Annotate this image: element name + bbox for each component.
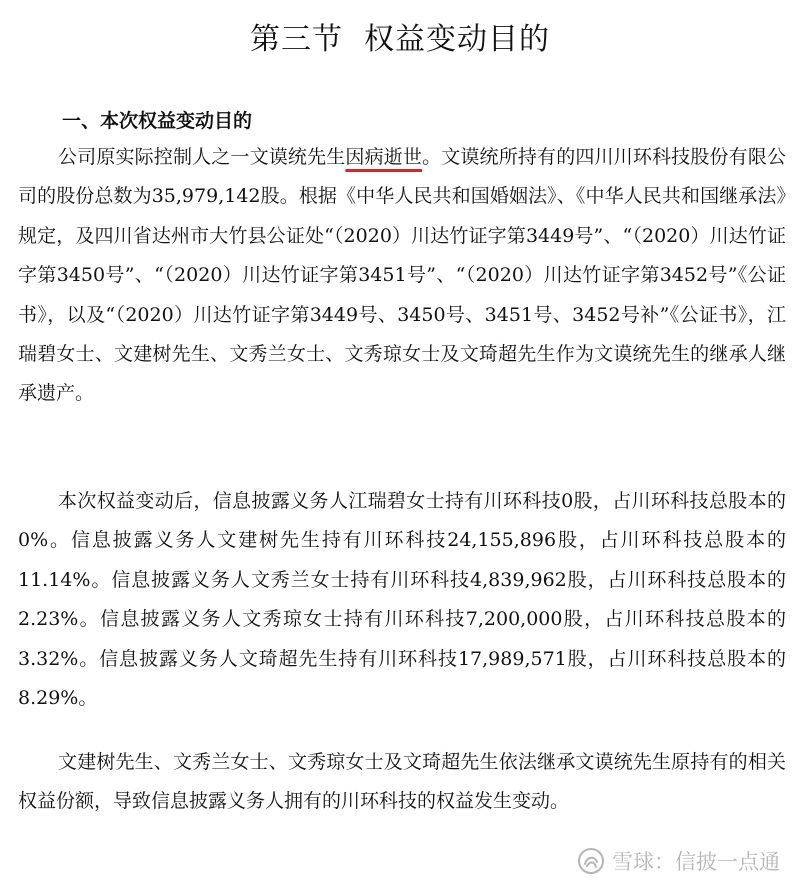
highlighted-phrase: 因病逝世 bbox=[345, 146, 423, 168]
paragraph-purpose bbox=[18, 138, 786, 414]
watermark bbox=[576, 846, 780, 876]
section-heading: 一、本次权益变动目的 bbox=[62, 110, 253, 132]
paragraph-purpose-start: 公司原实际控制人之一文谟统先生 bbox=[58, 146, 346, 168]
watermark-text: 雪球：信披一点通 bbox=[612, 850, 780, 874]
paragraph-inheritance: 文建树先生、文秀兰女士、文秀琼女士及文琦超先生依法继承文谟统先生原持有的相关权益份额，导致信息披露义务人拥有的川环科技的权益发生变动。 bbox=[18, 751, 786, 813]
snowball-logo-icon bbox=[576, 846, 606, 876]
paragraph-purpose-rest: 。文谟统所持有的四川川环科技股份有限公司的股份总数为35,979,142股。根据《中华人民共和国婚姻法》、《中华人民共和国继承法》规定，及四川省达州市大竹县公证处“（2020）川达竹证字第3449号”、“（2020）川达竹证字第3450号”、“（2020）川达竹证字第3451号”、“（2020）川达竹证字第3452号”《公证书》，以及“（2020）川达竹证字第3449号、3450号、3451号、3452号补”《公证书》，江瑞碧女士、文建树先生、文秀兰女士、文秀琼女士及文琦超先生作为文谟统先生的继承人继承遗产。 bbox=[18, 146, 786, 405]
page-title: 第三节 权益变动目的 bbox=[249, 22, 551, 57]
paragraph-holdings: 本次权益变动后，信息披露义务人江瑞碧女士持有川环科技0股，占川环科技总股本的0%。信息披露义务人文建树先生持有川环科技24,155,896股，占川环科技总股本的11.14%。信息披露义务人文秀兰女士持有川环科技4,839,962股，占川环科技总股本的2.23%。信息披露义务人文秀琼女士持有川环科技7,200,000股，占川环科技总股本的3.32%。信息披露义务人文琦超先生持有川环科技17,989,571股，占川环科技总股本的8.29%。 bbox=[18, 490, 786, 710]
